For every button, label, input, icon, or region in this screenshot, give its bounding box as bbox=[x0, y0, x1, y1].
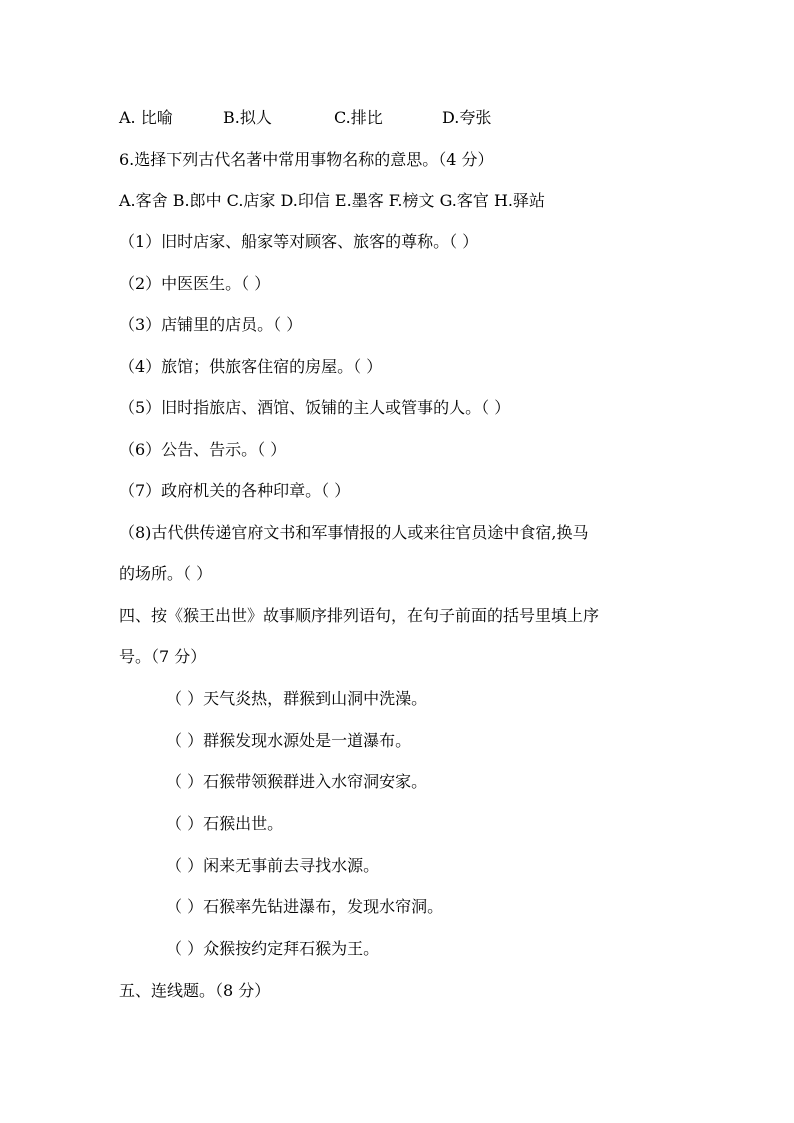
q5-options-row bbox=[119, 108, 491, 128]
section4-title-line2: 号。（7 分） bbox=[119, 647, 207, 666]
q6-choices: A.客舍 B.郎中 C.店家 D.印信 E.墨客 F.榜文 G.客官 H.驿站 bbox=[119, 191, 545, 210]
q6-item-8-line1: （8)古代供传递官府文书和军事情报的人或来往官员途中食宿,换马 bbox=[119, 523, 589, 542]
section4-item: （ ）闲来无事前去寻找水源。 bbox=[166, 856, 380, 875]
q5-option-d: D.夸张 bbox=[442, 108, 492, 127]
q6-item-7: （7）政府机关的各种印章。（ ） bbox=[119, 481, 351, 500]
q6-title: 6.选择下列古代名著中常用事物名称的意思。（4 分） bbox=[119, 150, 494, 169]
section5-title: 五、连线题。（8 分） bbox=[119, 981, 271, 1000]
q6-item-8-line2: 的场所。（ ） bbox=[119, 564, 213, 583]
section4-item: （ ）石猴带领猴群进入水帘洞安家。 bbox=[166, 772, 428, 791]
q5-option-b: B.拟人 bbox=[223, 108, 272, 127]
q6-item-5: （5）旧时指旅店、酒馆、饭铺的主人或管事的人。（ ） bbox=[119, 398, 511, 417]
q6-item-2: （2）中医医生。（ ） bbox=[119, 274, 271, 293]
section4-item: （ ）天气炎热，群猴到山洞中洗澡。 bbox=[166, 689, 428, 708]
section4-title-line1: 四、按《猴王出世》故事顺序排列语句，在句子前面的括号里填上序 bbox=[119, 606, 600, 625]
section4-item: （ ）石猴出世。 bbox=[166, 814, 284, 833]
section4-item: （ ）群猴发现水源处是一道瀑布。 bbox=[166, 731, 412, 750]
q6-item-6: （6）公告、告示。（ ） bbox=[119, 440, 287, 459]
q6-item-1: （1）旧时店家、船家等对顾客、旅客的尊称。（ ） bbox=[119, 232, 479, 251]
q6-item-4: （4）旅馆；供旅客住宿的房屋。（ ） bbox=[119, 357, 383, 376]
q5-option-c: C.排比 bbox=[334, 108, 383, 127]
q6-item-3: （3）店铺里的店员。（ ） bbox=[119, 315, 303, 334]
section4-item: （ ）石猴率先钻进瀑布，发现水帘洞。 bbox=[166, 897, 444, 916]
section4-item: （ ）众猴按约定拜石猴为王。 bbox=[166, 939, 380, 958]
q5-option-a: A. 比喻 bbox=[119, 108, 173, 127]
